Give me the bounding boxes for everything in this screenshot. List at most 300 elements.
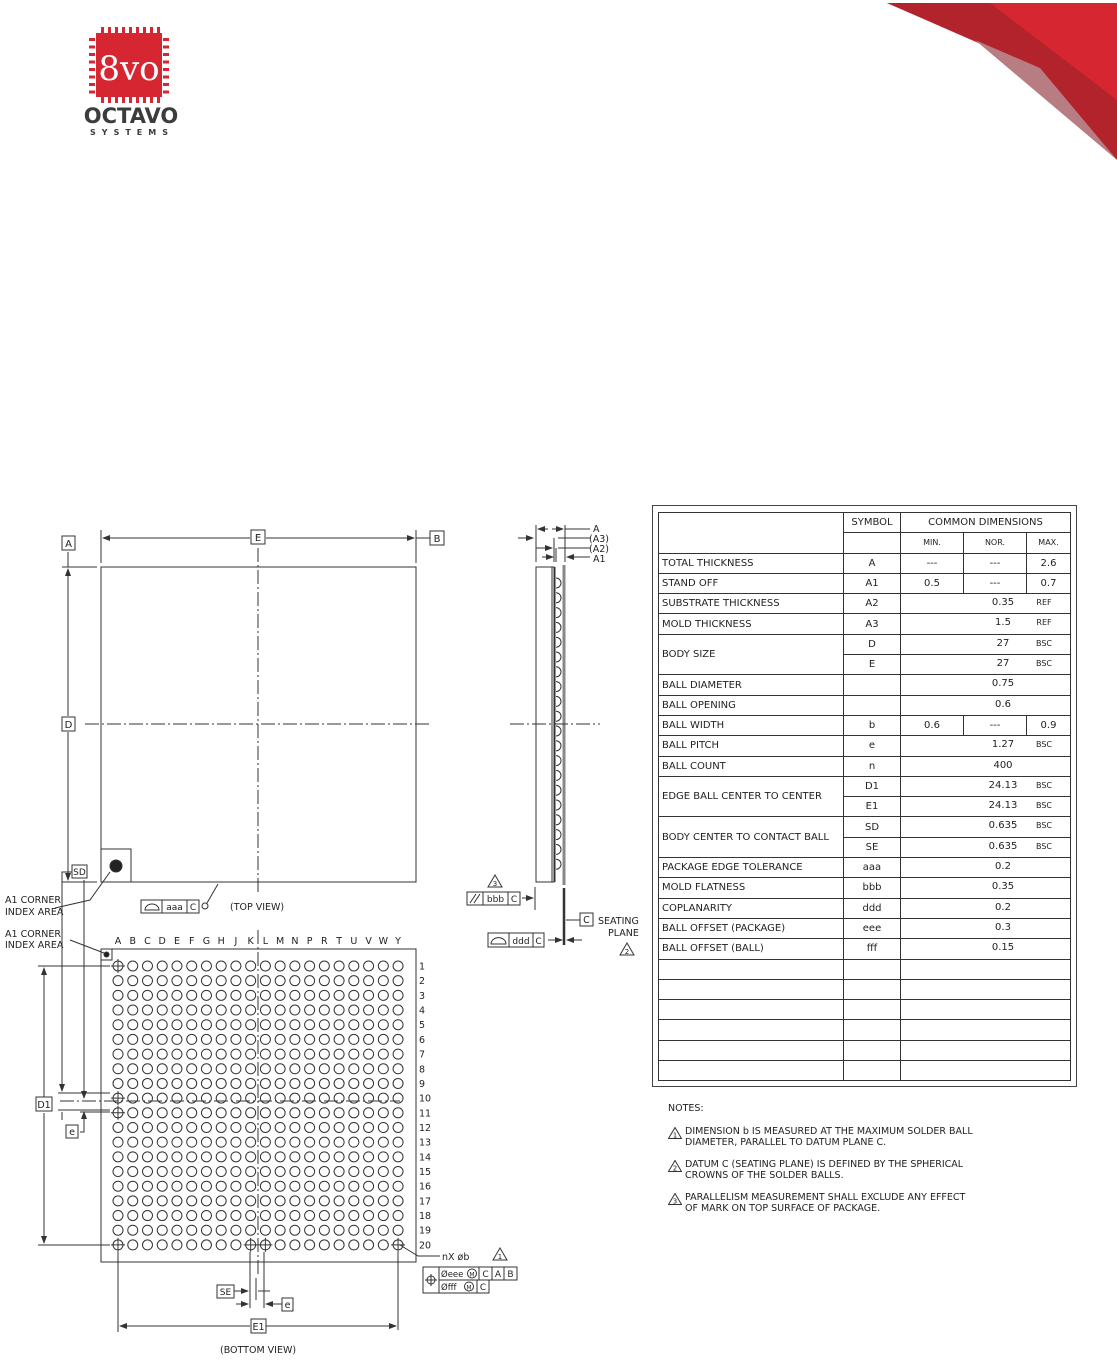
- dim-se-label: SE: [219, 1288, 232, 1298]
- solder-ball-Y11: [393, 1108, 403, 1118]
- empty-cell: [659, 979, 844, 999]
- position-datum-b: B: [507, 1270, 514, 1280]
- solder-ball-A12: [113, 1122, 123, 1132]
- solder-ball-Y9: [393, 1078, 403, 1088]
- solder-ball-D4: [157, 1005, 167, 1015]
- empty-cell: [844, 1061, 901, 1081]
- row-label: 15: [419, 1167, 432, 1179]
- side-solder-ball: [556, 844, 561, 854]
- solder-ball-K12: [246, 1122, 256, 1132]
- solder-ball-H13: [216, 1137, 226, 1147]
- solder-ball-V5: [364, 1020, 374, 1030]
- row-value-cell: [901, 878, 1071, 898]
- solder-ball-E14: [172, 1152, 182, 1162]
- solder-ball-Y3: [393, 990, 403, 1000]
- solder-ball-C20: [142, 1240, 152, 1250]
- bottom-corner-label-1: A1 CORNER: [5, 929, 61, 940]
- row-value-cell: [901, 797, 1071, 817]
- solder-ball-M5: [275, 1020, 285, 1030]
- row-note: BSC: [1035, 821, 1052, 831]
- solder-ball-F2: [187, 976, 197, 986]
- solder-ball-N10: [290, 1093, 300, 1103]
- table-row: [659, 858, 1071, 878]
- solder-ball-F12: [187, 1122, 197, 1132]
- solder-ball-L16: [260, 1181, 270, 1191]
- solder-ball-P12: [305, 1122, 315, 1132]
- solder-ball-D20: [157, 1240, 167, 1250]
- row-value-cell: [901, 614, 1071, 634]
- solder-ball-P4: [305, 1005, 315, 1015]
- solder-ball-U17: [349, 1196, 359, 1206]
- solder-ball-N5: [290, 1020, 300, 1030]
- solder-ball-M9: [275, 1078, 285, 1088]
- solder-ball-G16: [201, 1181, 211, 1191]
- solder-ball-D19: [157, 1225, 167, 1235]
- solder-ball-U3: [349, 990, 359, 1000]
- solder-ball-N12: [290, 1122, 300, 1132]
- solder-ball-C6: [142, 1034, 152, 1044]
- solder-ball-A14: [113, 1152, 123, 1162]
- solder-ball-G17: [201, 1196, 211, 1206]
- solder-ball-H17: [216, 1196, 226, 1206]
- solder-ball-W4: [378, 1005, 388, 1015]
- solder-ball-U8: [349, 1064, 359, 1074]
- row-max: 0.9: [1027, 715, 1071, 735]
- side-dim-a3: (A3): [589, 534, 609, 545]
- side-solder-ball: [556, 622, 561, 632]
- solder-ball-U4: [349, 1005, 359, 1015]
- row-value: 24.13: [988, 800, 1018, 812]
- solder-ball-H9: [216, 1078, 226, 1088]
- solder-ball-J19: [231, 1225, 241, 1235]
- solder-ball-W10: [378, 1093, 388, 1103]
- empty-table-row: [659, 959, 1071, 979]
- solder-ball-J3: [231, 990, 241, 1000]
- solder-ball-U2: [349, 976, 359, 986]
- solder-ball-P6: [305, 1034, 315, 1044]
- flatness-value: aaa: [166, 903, 183, 913]
- solder-ball-G4: [201, 1005, 211, 1015]
- solder-ball-M1: [275, 961, 285, 971]
- solder-ball-E5: [172, 1020, 182, 1030]
- top-view-caption: (TOP VIEW): [230, 902, 285, 913]
- row-value-cell: [901, 837, 1071, 857]
- solder-ball-G19: [201, 1225, 211, 1235]
- row-label: 13: [419, 1137, 432, 1149]
- solder-ball-N18: [290, 1211, 300, 1221]
- solder-ball-E11: [172, 1108, 182, 1118]
- solder-ball-N6: [290, 1034, 300, 1044]
- solder-ball-L4: [260, 1005, 270, 1015]
- column-label: L: [262, 936, 269, 947]
- solder-ball-M3: [275, 990, 285, 1000]
- solder-ball-B9: [128, 1078, 138, 1088]
- row-value-cell: [901, 817, 1071, 837]
- solder-ball-A3: [113, 990, 123, 1000]
- solder-ball-N15: [290, 1167, 300, 1177]
- row-label: 5: [419, 1020, 426, 1032]
- notes-heading: NOTES:: [668, 1103, 704, 1114]
- solder-ball-G6: [201, 1034, 211, 1044]
- solder-ball-R20: [319, 1240, 329, 1250]
- solder-ball-J9: [231, 1078, 241, 1088]
- solder-ball-G13: [201, 1137, 211, 1147]
- solder-ball-J4: [231, 1005, 241, 1015]
- ball-center-mark: [258, 1238, 272, 1252]
- solder-ball-L3: [260, 990, 270, 1000]
- flatness-datum: C: [189, 903, 197, 913]
- row-label: BODY SIZE: [659, 634, 844, 675]
- row-label: 9: [419, 1078, 426, 1090]
- solder-ball-M13: [275, 1137, 285, 1147]
- solder-ball-N7: [290, 1049, 300, 1059]
- solder-ball-E8: [172, 1064, 182, 1074]
- row-label: 8: [419, 1064, 426, 1076]
- column-label: P: [306, 936, 313, 947]
- solder-ball-D3: [157, 990, 167, 1000]
- column-label: R: [321, 936, 328, 947]
- package-drawing: [0, 500, 650, 1361]
- datum-b-label: B: [433, 534, 441, 545]
- solder-ball-V10: [364, 1093, 374, 1103]
- solder-ball-F9: [187, 1078, 197, 1088]
- solder-ball-N13: [290, 1137, 300, 1147]
- solder-ball-K19: [246, 1225, 256, 1235]
- solder-ball-G14: [201, 1152, 211, 1162]
- solder-ball-B10: [128, 1093, 138, 1103]
- solder-ball-U9: [349, 1078, 359, 1088]
- side-view: [510, 525, 600, 945]
- row-value: 27: [996, 658, 1010, 670]
- column-label: T: [336, 936, 343, 947]
- solder-ball-F14: [187, 1152, 197, 1162]
- solder-ball-L9: [260, 1078, 270, 1088]
- column-label: G: [202, 936, 211, 947]
- header-max: MAX.: [1027, 533, 1071, 553]
- solder-ball-B14: [128, 1152, 138, 1162]
- row-label: PACKAGE EDGE TOLERANCE: [659, 858, 844, 878]
- solder-ball-V13: [364, 1137, 374, 1147]
- empty-cell: [659, 1020, 844, 1040]
- solder-ball-L19: [260, 1225, 270, 1235]
- row-label: 10: [419, 1093, 432, 1105]
- solder-ball-V6: [364, 1034, 374, 1044]
- solder-ball-C7: [142, 1049, 152, 1059]
- solder-ball-E9: [172, 1078, 182, 1088]
- solder-ball-H14: [216, 1152, 226, 1162]
- solder-ball-J16: [231, 1181, 241, 1191]
- row-value-cell: [901, 918, 1071, 938]
- seating-plane-label-2: PLANE: [608, 928, 639, 939]
- ball-center-mark: [111, 1238, 125, 1252]
- solder-ball-A13: [113, 1137, 123, 1147]
- ball-center-mark: [111, 1091, 125, 1105]
- solder-ball-B11: [128, 1108, 138, 1118]
- solder-ball-D12: [157, 1122, 167, 1132]
- table-row: [659, 817, 1071, 837]
- note-item: [668, 1126, 1028, 1148]
- solder-ball-V15: [364, 1167, 374, 1177]
- solder-ball-H3: [216, 990, 226, 1000]
- solder-ball-R9: [319, 1078, 329, 1088]
- solder-ball-N16: [290, 1181, 300, 1191]
- solder-ball-J17: [231, 1196, 241, 1206]
- solder-ball-J6: [231, 1034, 241, 1044]
- solder-ball-K4: [246, 1005, 256, 1015]
- solder-ball-P3: [305, 990, 315, 1000]
- row-nor: ---: [964, 715, 1027, 735]
- row-value-cell: [901, 655, 1071, 675]
- empty-cell: [901, 979, 1071, 999]
- solder-ball-L11: [260, 1108, 270, 1118]
- solder-ball-G7: [201, 1049, 211, 1059]
- chip-logo-icon: [84, 25, 174, 105]
- bottom-view-caption: (BOTTOM VIEW): [220, 1345, 297, 1356]
- solder-ball-T1: [334, 961, 344, 971]
- solder-ball-C16: [142, 1181, 152, 1191]
- empty-cell: [659, 1061, 844, 1081]
- empty-table-row: [659, 1061, 1071, 1081]
- solder-ball-B5: [128, 1020, 138, 1030]
- datum-a-label: A: [65, 539, 72, 550]
- solder-ball-E12: [172, 1122, 182, 1132]
- solder-ball-E20: [172, 1240, 182, 1250]
- solder-ball-J8: [231, 1064, 241, 1074]
- row-symbol: A3: [844, 614, 901, 634]
- row-symbol: eee: [844, 918, 901, 938]
- solder-ball-D11: [157, 1108, 167, 1118]
- corner-decoration: [850, 0, 1117, 165]
- solder-ball-R4: [319, 1005, 329, 1015]
- ball-center-mark: [111, 1106, 125, 1120]
- row-label: 20: [419, 1240, 432, 1252]
- solder-ball-J10: [231, 1093, 241, 1103]
- solder-ball-U13: [349, 1137, 359, 1147]
- parallelism-value: bbb: [486, 895, 505, 905]
- row-symbol: E: [844, 655, 901, 675]
- solder-ball-M19: [275, 1225, 285, 1235]
- solder-ball-G1: [201, 961, 211, 971]
- solder-ball-H11: [216, 1108, 226, 1118]
- solder-ball-E7: [172, 1049, 182, 1059]
- row-value: 0.635: [988, 820, 1018, 832]
- solder-ball-D5: [157, 1020, 167, 1030]
- solder-ball-R5: [319, 1020, 329, 1030]
- solder-ball-R17: [319, 1196, 329, 1206]
- solder-ball-Y17: [393, 1196, 403, 1206]
- column-label: J: [234, 936, 238, 947]
- solder-ball-H6: [216, 1034, 226, 1044]
- solder-ball-U20: [349, 1240, 359, 1250]
- solder-ball-J1: [231, 961, 241, 971]
- row-label: 7: [419, 1049, 426, 1061]
- solder-ball-V7: [364, 1049, 374, 1059]
- solder-ball-N8: [290, 1064, 300, 1074]
- ball-center-mark: [111, 959, 125, 973]
- solder-ball-Y15: [393, 1167, 403, 1177]
- column-label: E: [173, 936, 180, 947]
- solder-ball-C8: [142, 1064, 152, 1074]
- empty-cell: [901, 1040, 1071, 1060]
- solder-ball-F5: [187, 1020, 197, 1030]
- position-datum-c: C: [482, 1270, 489, 1280]
- row-value-cell: [901, 858, 1071, 878]
- ball-note-number: 1: [497, 1253, 503, 1261]
- solder-ball-M16: [275, 1181, 285, 1191]
- table-row: [659, 594, 1071, 614]
- solder-ball-L15: [260, 1167, 270, 1177]
- solder-ball-K7: [246, 1049, 256, 1059]
- solder-ball-G5: [201, 1020, 211, 1030]
- solder-ball-D14: [157, 1152, 167, 1162]
- solder-ball-J2: [231, 976, 241, 986]
- row-value-cell: [901, 736, 1071, 756]
- solder-ball-F16: [187, 1181, 197, 1191]
- solder-ball-N1: [290, 961, 300, 971]
- solder-ball-G8: [201, 1064, 211, 1074]
- note-number: 1: [672, 1131, 678, 1139]
- column-label: B: [129, 936, 137, 947]
- solder-ball-B12: [128, 1122, 138, 1132]
- solder-ball-W20: [378, 1240, 388, 1250]
- solder-ball-E15: [172, 1167, 182, 1177]
- solder-ball-E18: [172, 1211, 182, 1221]
- solder-ball-U11: [349, 1108, 359, 1118]
- solder-ball-H19: [216, 1225, 226, 1235]
- row-label: MOLD THICKNESS: [659, 614, 844, 634]
- header-min: MIN.: [901, 533, 964, 553]
- solder-ball-U18: [349, 1211, 359, 1221]
- table-header-row: [659, 513, 1071, 533]
- solder-ball-P11: [305, 1108, 315, 1118]
- solder-ball-L7: [260, 1049, 270, 1059]
- solder-ball-L8: [260, 1064, 270, 1074]
- row-note: BSC: [1035, 780, 1052, 790]
- row-value: 0.6: [995, 698, 1011, 710]
- solder-ball-J14: [231, 1152, 241, 1162]
- solder-ball-Y19: [393, 1225, 403, 1235]
- solder-ball-J15: [231, 1167, 241, 1177]
- solder-ball-D15: [157, 1167, 167, 1177]
- bottom-corner-label-2: INDEX AREA: [5, 940, 64, 951]
- table-row: [659, 634, 1071, 654]
- solder-ball-A15: [113, 1167, 123, 1177]
- row-symbol: bbb: [844, 878, 901, 898]
- solder-ball-K18: [246, 1211, 256, 1221]
- solder-ball-M14: [275, 1152, 285, 1162]
- solder-ball-P19: [305, 1225, 315, 1235]
- side-solder-ball: [556, 815, 561, 825]
- empty-cell: [844, 1000, 901, 1020]
- solder-ball-T5: [334, 1020, 344, 1030]
- solder-ball-U15: [349, 1167, 359, 1177]
- solder-ball-V3: [364, 990, 374, 1000]
- empty-cell: [901, 959, 1071, 979]
- solder-ball-Y8: [393, 1064, 403, 1074]
- solder-ball-P10: [305, 1093, 315, 1103]
- solder-ball-P18: [305, 1211, 315, 1221]
- solder-ball-N11: [290, 1108, 300, 1118]
- solder-ball-D9: [157, 1078, 167, 1088]
- row-value: 0.2: [995, 901, 1011, 913]
- solder-ball-H20: [216, 1240, 226, 1250]
- solder-ball-F3: [187, 990, 197, 1000]
- solder-ball-N20: [290, 1240, 300, 1250]
- solder-ball-U1: [349, 961, 359, 971]
- solder-ball-P1: [305, 961, 315, 971]
- solder-ball-T12: [334, 1122, 344, 1132]
- solder-ball-V19: [364, 1225, 374, 1235]
- dim-e-pitch-label: e: [69, 1127, 75, 1138]
- solder-ball-K6: [246, 1034, 256, 1044]
- solder-ball-H4: [216, 1005, 226, 1015]
- solder-ball-K15: [246, 1167, 256, 1177]
- row-note: REF: [1036, 618, 1052, 628]
- side-solder-ball: [556, 800, 561, 810]
- solder-ball-R2: [319, 976, 329, 986]
- solder-ball-B2: [128, 976, 138, 986]
- row-value: 0.635: [988, 840, 1018, 852]
- solder-ball-U16: [349, 1181, 359, 1191]
- side-solder-ball: [556, 637, 561, 647]
- solder-ball-A19: [113, 1225, 123, 1235]
- top-corner-label-1: A1 CORNER: [5, 895, 61, 906]
- solder-ball-T17: [334, 1196, 344, 1206]
- solder-ball-H5: [216, 1020, 226, 1030]
- brand-name: OCTAVO: [83, 104, 179, 128]
- solder-ball-P14: [305, 1152, 315, 1162]
- solder-ball-W7: [378, 1049, 388, 1059]
- column-label: F: [188, 936, 195, 947]
- note-line-2: OF MARK ON TOP SURFACE OF PACKAGE.: [685, 1203, 881, 1214]
- solder-ball-U5: [349, 1020, 359, 1030]
- column-label: C: [144, 936, 151, 947]
- solder-ball-G2: [201, 976, 211, 986]
- solder-ball-L13: [260, 1137, 270, 1147]
- solder-ball-H7: [216, 1049, 226, 1059]
- solder-ball-B1: [128, 961, 138, 971]
- note-number: 3: [672, 1197, 678, 1205]
- row-symbol: A2: [844, 594, 901, 614]
- solder-ball-M18: [275, 1211, 285, 1221]
- row-label: BALL WIDTH: [659, 715, 844, 735]
- solder-ball-C17: [142, 1196, 152, 1206]
- solder-ball-K5: [246, 1020, 256, 1030]
- side-solder-ball: [556, 859, 561, 869]
- row-symbol: [844, 695, 901, 715]
- row-value: 0.35: [991, 881, 1015, 893]
- solder-ball-U14: [349, 1152, 359, 1162]
- row-symbol: aaa: [844, 858, 901, 878]
- row-labels: [419, 962, 431, 1252]
- solder-ball-H1: [216, 961, 226, 971]
- solder-ball-A5: [113, 1020, 123, 1030]
- solder-ball-Y18: [393, 1211, 403, 1221]
- solder-ball-T11: [334, 1108, 344, 1118]
- header-symbol-blank: [844, 533, 901, 553]
- solder-ball-D17: [157, 1196, 167, 1206]
- solder-ball-D1: [157, 961, 167, 971]
- solder-ball-J18: [231, 1211, 241, 1221]
- solder-ball-R16: [319, 1181, 329, 1191]
- row-symbol: SD: [844, 817, 901, 837]
- solder-ball-N4: [290, 1005, 300, 1015]
- row-label: 16: [419, 1181, 432, 1193]
- row-label: 11: [419, 1108, 432, 1120]
- solder-ball-J13: [231, 1137, 241, 1147]
- solder-ball-A8: [113, 1064, 123, 1074]
- seating-plane-label-1: SEATING: [598, 916, 639, 927]
